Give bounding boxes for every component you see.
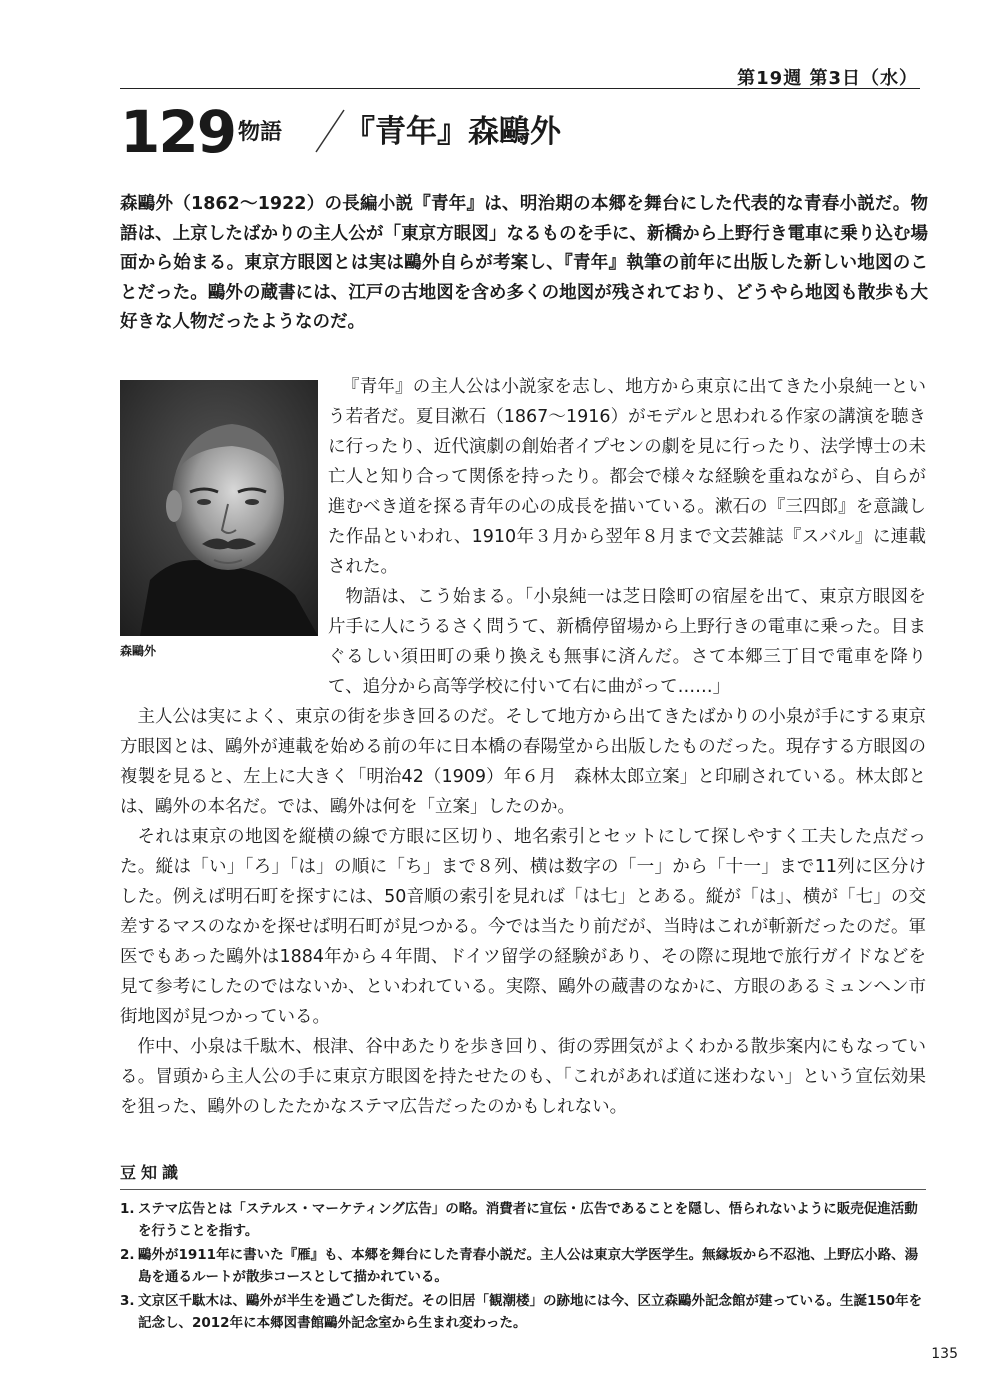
trivia-item-text: 鷗外が1911年に書いた『雁』も、本郷を舞台にした青春小説だ。主人公は東京大学医学生。無縁坂から不忍池、上野広小路、湯島を通るルートが散歩コースとして描かれている。 (138, 1247, 919, 1285)
trivia-item (120, 1244, 926, 1288)
photo-caption: 森鷗外 (120, 644, 157, 658)
title-number: 129 (120, 98, 236, 166)
body-paragraph: 作中、小泉は千駄木、根津、谷中あたりを歩き回り、街の雰囲気がよくわかる散歩案内にもなっている。冒頭から主人公の手に東京方眼図を持たせたのも、「これがあれば道に迷わない」という宣伝効果を狙った、鷗外のしたたかなステマ広告だったのかもしれない。 (120, 1037, 926, 1117)
title-genre: 物語 (238, 120, 283, 145)
page-number: 135 (931, 1346, 958, 1362)
trivia-item (120, 1198, 926, 1242)
trivia-title: 豆知識 (120, 1160, 926, 1190)
trivia-item (120, 1290, 926, 1334)
header-rule (120, 88, 920, 89)
body-paragraph: それは東京の地図を縦横の線で方眼に区切り、地名索引とセットにして探しやすく工夫した点だった。縦は「い」「ろ」「は」の順に「ち」まで８列、横は数字の「一」から「十一」まで11列に区分けした。例えば明石町を探すには、50音順の索引を見れば「は七」とある。縦が「は」、横が「七」の交差するマスのなかを探せば明石町が見つかる。今では当たり前だが、当時はこれが斬新だったのだ。軍医でもあった鷗外は1884年から４年間、ドイツ留学の経験があり、その際に現地で旅行ガイドなどを見て参考にしたのではないか、といわれている。実際、鷗外の蔵書のなかに、方眼のあるミュンヘン市街地図が見つかっている。 (120, 827, 926, 1027)
trivia-item-text: ステマ広告とは「ステルス・マーケティング広告」の略。消費者に宣伝・広告であることを隠し、悟られないように販売促進活動を行うことを指す。 (138, 1201, 918, 1239)
trivia-item-number: 2. (120, 1247, 135, 1263)
photo-float-spacer (120, 372, 328, 684)
trivia-item-number: 3. (120, 1293, 135, 1309)
title-slash (310, 108, 348, 154)
trivia-item-text: 文京区千駄木は、鷗外が半生を過ごした街だ。その旧居「観潮楼」の跡地には今、区立森鷗外記念館が建っている。生誕150年を記念し、2012年に本郷図書館鷗外記念室から生まれ変わった。 (138, 1293, 923, 1331)
title-main: 『青年』森鷗外 (344, 114, 561, 150)
trivia-item-number: 1. (120, 1201, 135, 1217)
title-row (120, 100, 920, 170)
body-paragraph: 物語は、こう始まる。「小泉純一は芝日陰町の宿屋を出て、東京方眼図を片手に人にうるさく問うて、新橋停留場から上野行きの電車に乗った。目まぐるしい須田町の乗り換えも無事に済んだ。さて本郷三丁目で電車を降りて、追分から高等学校に付いて右に曲がって……」 (328, 587, 926, 697)
body-text (120, 372, 926, 1122)
body-paragraph: 『青年』の主人公は小説家を志し、地方から東京に出てきた小泉純一という若者だ。夏目漱石（1867〜1916）がモデルと思われる作家の講演を聴きに行ったり、近代演劇の創始者イプセンの劇を見に行ったり、法学博士の未亡人と知り合って関係を持ったり。都会で様々な経験を重ねながら、自らが進むべき道を探る青年の心の成長を描いている。漱石の『三四郎』を意識した作品といわれ、1910年３月から翌年８月まで文芸雑誌『スバル』に連載された。 (328, 377, 926, 577)
trivia-section (120, 1160, 926, 1336)
body-paragraph: 主人公は実によく、東京の街を歩き回るのだ。そして地方から出てきたばかりの小泉が手にする東京方眼図とは、鷗外が連載を始める前の年に日本橋の春陽堂から出版したものだった。現存する方眼図の複製を見ると、左上に大きく「明治42（1909）年６月 森林太郎立案」と印刷されている。林太郎とは、鷗外の本名だ。では、鷗外は何を「立案」したのか。 (120, 707, 926, 817)
week-day-header: 第19週 第3日（水） (737, 68, 918, 89)
intro-paragraph: 森鷗外（1862〜1922）の長編小説『青年』は、明治期の本郷を舞台にした代表的な青春小説だ。物語は、上京したばかりの主人公が「東京方眼図」なるものを手に、新橋から上野行き電車に乗り込む場面から始まる。東京方眼図とは実は鷗外自らが考案し、『青年』執筆の前年に出版した新しい地図のことだった。鷗外の蔵書には、江戸の古地図を含め多くの地図が残されており、どうやら地図も散歩も大好きな人物だったようなのだ。 (120, 194, 928, 332)
